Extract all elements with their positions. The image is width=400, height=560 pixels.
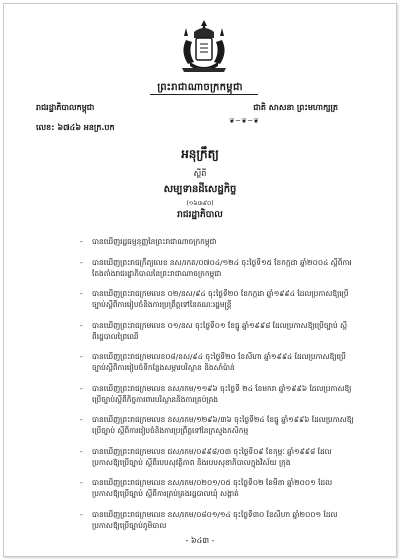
ornament-divider-icon: ❦─❦─❦: [229, 117, 261, 125]
page-number: - ៦៤៣ -: [185, 536, 215, 545]
preamble-clause: - បានឃើញព្រះរាជក្រមលេខ នស/រកម/១២៩៦/៣៦ ចុះថ្ងៃទី២៤ ខែធ្នូ ឆ្នាំ១៩៩៦ ដែលប្រកាសឱ្យប្រើច្បាប់ ស្តីពីការរៀបចំនិងការប្រព្រឹត្តទៅនៃក្រសួងកសិកម្ម: [84, 414, 354, 436]
document-subject: សម្បទានដីសេដ្ឋកិច្ច: [163, 184, 237, 195]
issuer-heading: រាជរដ្ឋាភិបាល: [177, 210, 223, 220]
reference-value: ៦៧៤៦ អនក្រ.បក: [57, 123, 115, 132]
kingdom-title: ព្រះរាជាណាចក្រកម្ពុជា: [157, 82, 243, 93]
title-underline: [150, 94, 258, 95]
reference-label: លេខ:: [36, 123, 55, 132]
preamble-clause: - បានឃើញព្រះរាជក្រមលេខ ០២/នស/៩៤ ចុះថ្ងៃទី២០ ខែកក្កដា ឆ្នាំ១៩៩៤ ដែលប្រកាសឱ្យប្រើច្បាប់ស្តីពីការរៀបចំនិងការប្រព្រឹត្តទៅនៃគណៈរដ្ឋមន្ត្រី: [84, 288, 354, 310]
reference-number: [36, 122, 115, 134]
preamble-clause: - បានឃើញរដ្ឋធម្មនុញ្ញនៃព្រះរាជាណាចក្រកម្ពុជា: [84, 236, 354, 247]
issuing-authority: រាជរដ្ឋាភិបាលកម្ពុជា: [36, 103, 95, 112]
preamble-clause: - បានឃើញព្រះរាជក្រមលេខ ០១/នស ចុះថ្ងៃទី០១ ខែធ្នូ ឆ្នាំ១៩៩៨ ដែលប្រកាសឱ្យប្រើច្បាប់ ស្តីពីរដ្ឋបាលព្រៃឈើ: [84, 320, 354, 342]
preamble-clause: - បានឃើញព្រះរាជក្រមលេខ០៨/នស/៩៤ ចុះថ្ងៃទី២០ ខែសីហា ឆ្នាំ១៩៩៤ ដែលប្រកាសឱ្យប្រើច្បាប់ស្តីពីការរៀបចំទីកន្លែងសម្ភារបរិស្ថាន និងសាំប៉ាន់: [84, 351, 354, 373]
document-page: [3, 3, 397, 557]
on-label: ស្តីពី: [193, 169, 207, 178]
preamble-clause: - បានឃើញព្រះរាជក្រមលេខ នស/រកម/០៨០១/១៤ ចុះថ្ងៃទី៣០ ខែសីហា ឆ្នាំ២០០១ ដែលប្រកាសឱ្យប្រើច្បាប់ភូមិបាល: [84, 509, 354, 531]
document-type-heading: អនុក្រឹត្យ: [181, 147, 219, 161]
royal-coat-of-arms-icon: [176, 18, 232, 78]
national-motto: ជាតិ សាសនា ព្រះមហាក្សត្រ: [253, 103, 338, 112]
preamble-clause: - បានឃើញព្រះរាជក្រមលេខ នស/រកម/០២០១/០៥ ចុះថ្ងៃទី០២ ខែមីនា ឆ្នាំ២០០១ ដែលប្រកាសឱ្យប្រើច្បាប់ ស្តីពីការគ្រប់គ្រងរដ្ឋបាលឃុំ សង្កាត់: [84, 477, 354, 499]
preamble-clause: - បានឃើញព្រះរាជក្រឹត្យលេខ នស/រកត/០៧០៤/១២៤ ចុះថ្ងៃទី១៥ ខែកក្កដា ឆ្នាំ២០០៤ ស្តីពីការតែងតាំងរាជរដ្ឋាភិបាលនៃព្រះរាជាណាចក្រកម្ពុជា: [84, 257, 354, 279]
preamble-clause: - បានឃើញព្រះរាជក្រមលេខ នស/រកម/១១៩៦ ចុះថ្ងៃទី ២៤ ខែមករា ឆ្នាំ១៩៩៦ ដែលប្រកាសឱ្យប្រើច្បាប់ស្តីពីកិច្ចការពារបរិស្ថាននិងការគ្រប់គ្រង: [84, 383, 354, 405]
preamble-clause-list: [84, 236, 354, 540]
preamble-clause: - បានឃើញព្រះរាជក្រមលេខ ជស/រកម/០៩៩៨/០៣ ចុះថ្ងៃទី០៩ ខែកុម្ភៈ ឆ្នាំ១៩៩៨ ដែលប្រកាសឱ្យប្រើច្បាប់ ស្តីពីរបបសុវត្ថិភាព និងរបបសុខាភិបាលក្នុងវិស័យ ក្រុង: [84, 446, 354, 468]
sequence-number: (១៦៣៩០): [186, 200, 214, 207]
